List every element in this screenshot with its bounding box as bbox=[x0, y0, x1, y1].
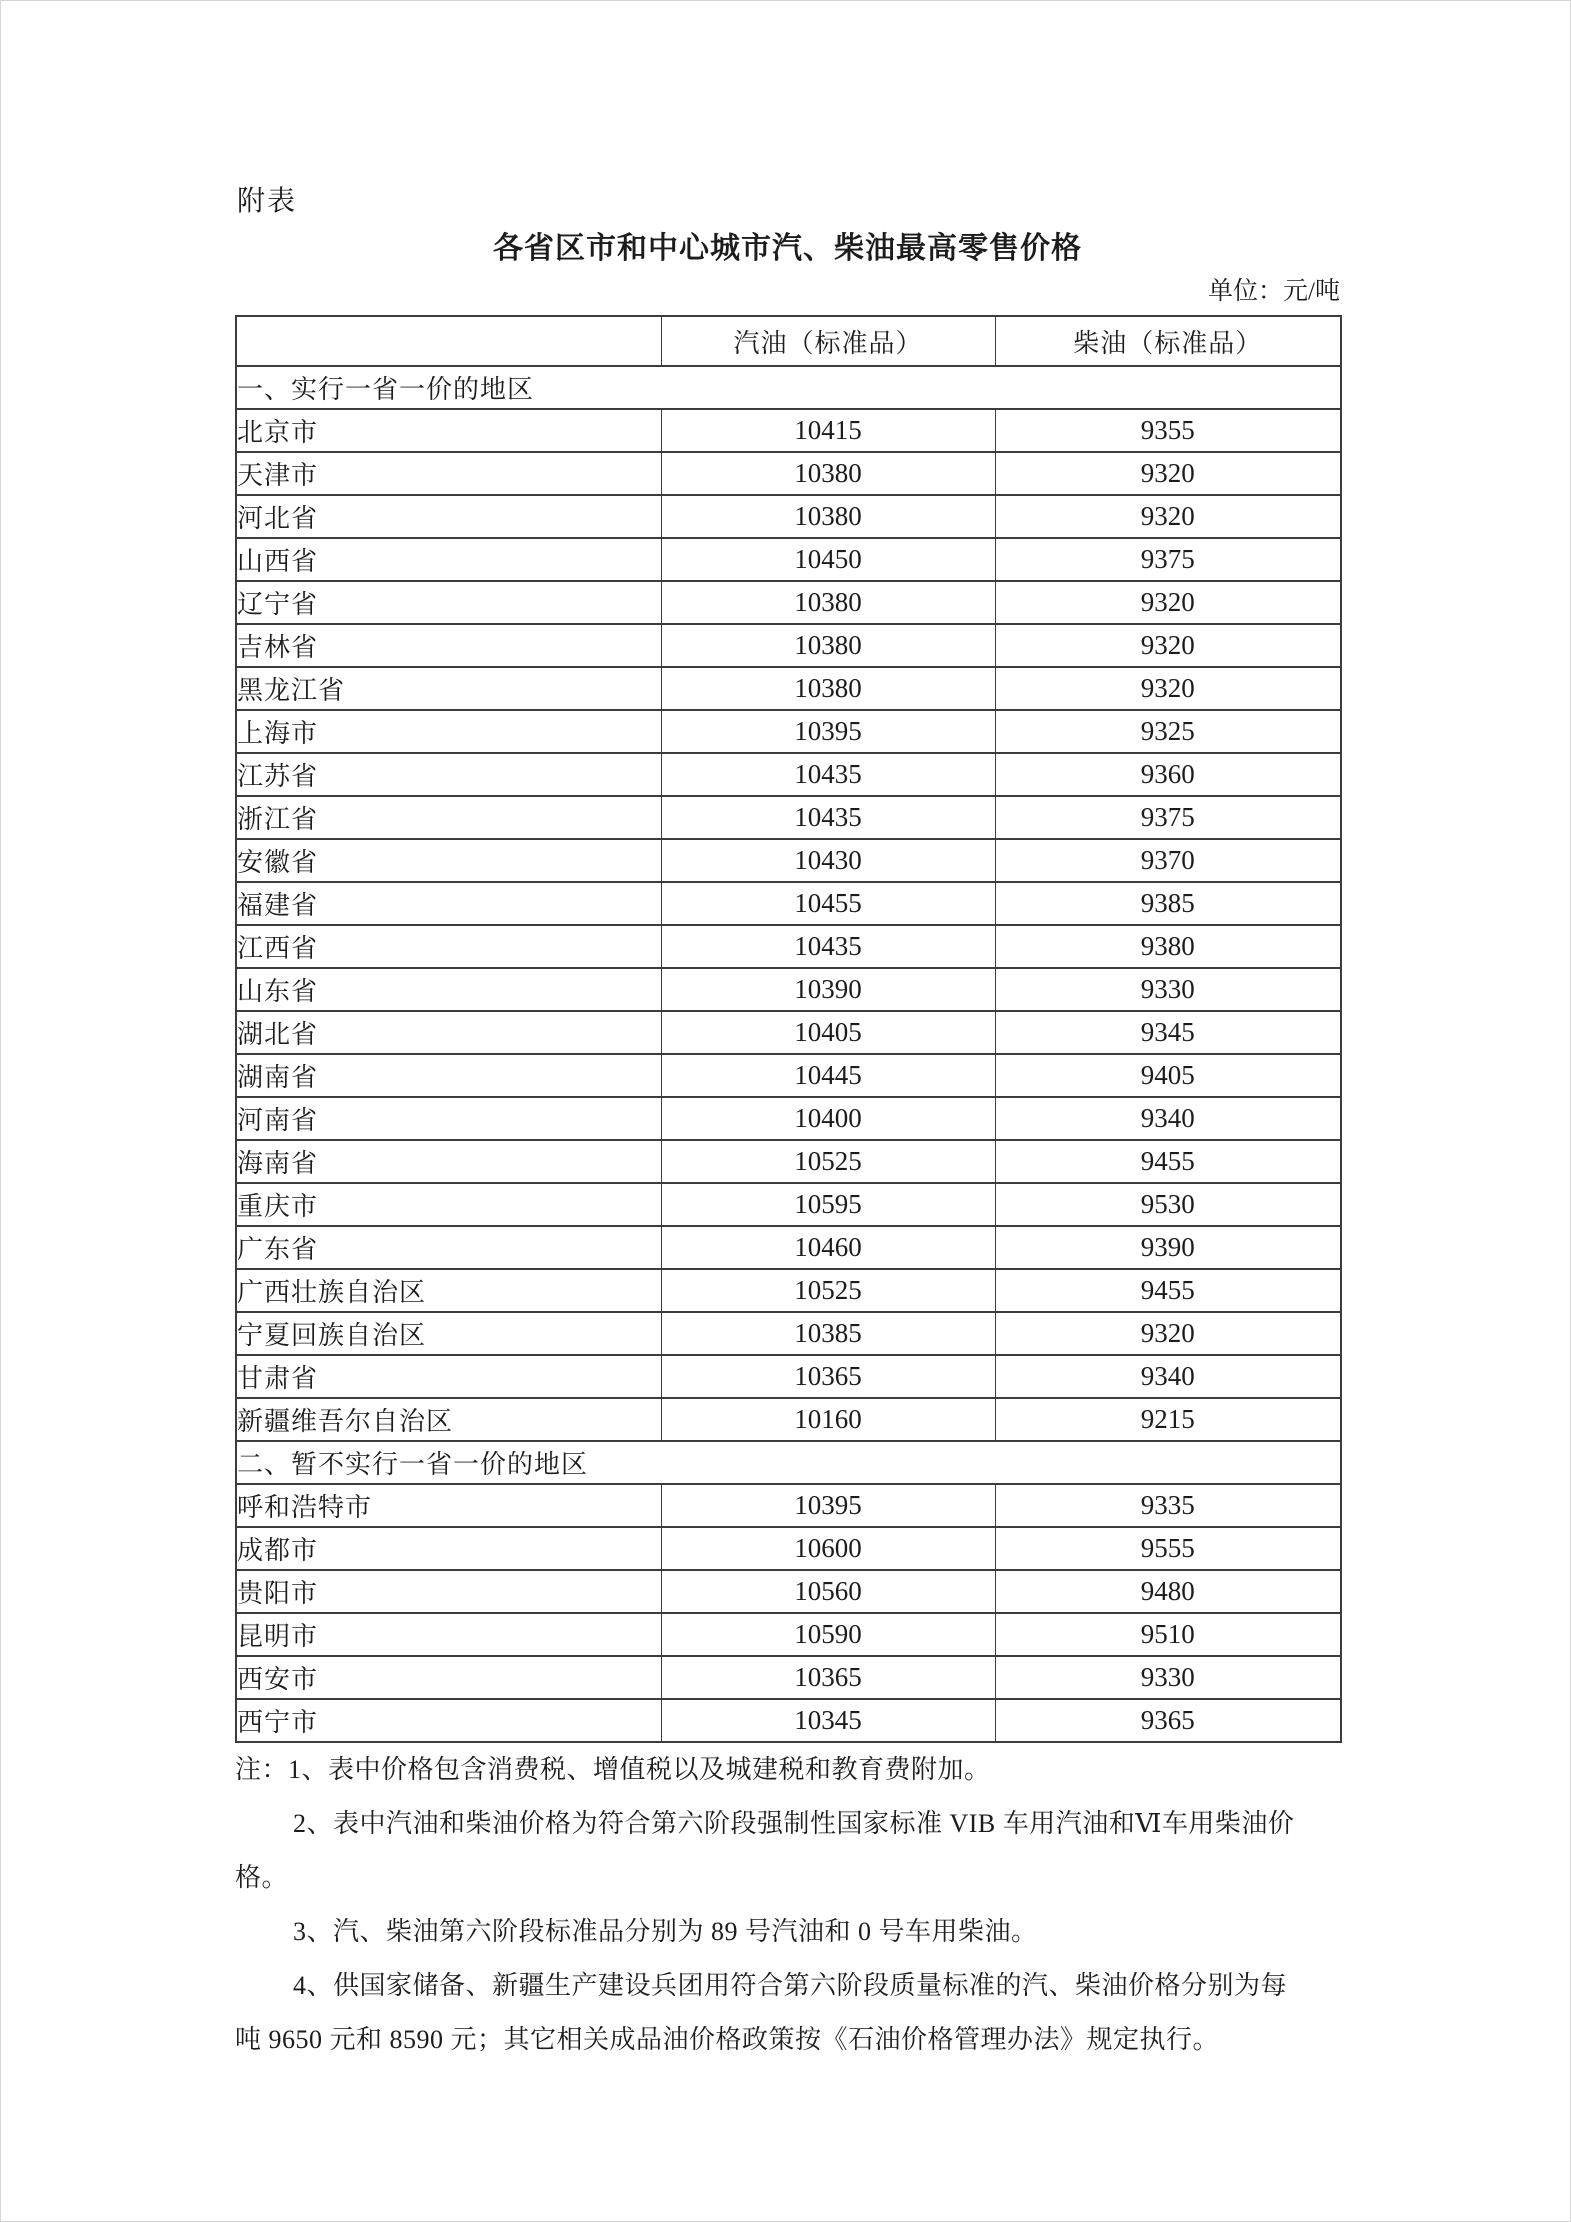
region-name-cell: 辽宁省 bbox=[236, 581, 661, 624]
region-name-cell: 呼和浩特市 bbox=[236, 1484, 661, 1527]
table-row bbox=[236, 409, 1341, 452]
price-table-body bbox=[236, 366, 1341, 1742]
gasoline-price-cell: 10380 bbox=[661, 581, 995, 624]
gasoline-price-cell: 10365 bbox=[661, 1355, 995, 1398]
region-name-cell: 成都市 bbox=[236, 1527, 661, 1570]
table-row bbox=[236, 452, 1341, 495]
region-name-cell: 北京市 bbox=[236, 409, 661, 452]
region-name-cell: 江西省 bbox=[236, 925, 661, 968]
gasoline-price-cell: 10380 bbox=[661, 495, 995, 538]
diesel-price-cell: 9375 bbox=[995, 796, 1341, 839]
region-name-cell: 广东省 bbox=[236, 1226, 661, 1269]
diesel-price-cell: 9340 bbox=[995, 1097, 1341, 1140]
table-row bbox=[236, 925, 1341, 968]
diesel-price-cell: 9405 bbox=[995, 1054, 1341, 1097]
diesel-price-cell: 9355 bbox=[995, 409, 1341, 452]
table-row bbox=[236, 796, 1341, 839]
gasoline-column-header: 汽油（标准品） bbox=[661, 316, 995, 366]
region-name-cell: 浙江省 bbox=[236, 796, 661, 839]
diesel-price-cell: 9360 bbox=[995, 753, 1341, 796]
header-row bbox=[236, 316, 1341, 366]
region-name-cell: 海南省 bbox=[236, 1140, 661, 1183]
diesel-price-cell: 9330 bbox=[995, 1656, 1341, 1699]
diesel-price-cell: 9455 bbox=[995, 1140, 1341, 1183]
table-row bbox=[236, 1140, 1341, 1183]
gasoline-price-cell: 10450 bbox=[661, 538, 995, 581]
region-name-cell: 新疆维吾尔自治区 bbox=[236, 1398, 661, 1441]
table-row bbox=[236, 538, 1341, 581]
diesel-price-cell: 9385 bbox=[995, 882, 1341, 925]
gasoline-price-cell: 10395 bbox=[661, 710, 995, 753]
gasoline-price-cell: 10525 bbox=[661, 1269, 995, 1312]
gasoline-price-cell: 10460 bbox=[661, 1226, 995, 1269]
region-name-cell: 上海市 bbox=[236, 710, 661, 753]
gasoline-price-cell: 10380 bbox=[661, 667, 995, 710]
table-row bbox=[236, 1183, 1341, 1226]
gasoline-price-cell: 10345 bbox=[661, 1699, 995, 1742]
region-name-cell: 湖南省 bbox=[236, 1054, 661, 1097]
table-row bbox=[236, 667, 1341, 710]
price-table-header bbox=[236, 316, 1341, 366]
table-row bbox=[236, 1484, 1341, 1527]
region-name-cell: 昆明市 bbox=[236, 1613, 661, 1656]
diesel-price-cell: 9555 bbox=[995, 1527, 1341, 1570]
table-row bbox=[236, 1054, 1341, 1097]
diesel-price-cell: 9320 bbox=[995, 667, 1341, 710]
table-row bbox=[236, 1269, 1341, 1312]
note-line: 格。 bbox=[235, 1863, 289, 1892]
section-header-label: 一、实行一省一价的地区 bbox=[236, 366, 1341, 409]
region-name-cell: 江苏省 bbox=[236, 753, 661, 796]
diesel-price-cell: 9340 bbox=[995, 1355, 1341, 1398]
section-header-row bbox=[236, 1441, 1341, 1484]
region-name-cell: 河南省 bbox=[236, 1097, 661, 1140]
table-row bbox=[236, 882, 1341, 925]
region-name-cell: 安徽省 bbox=[236, 839, 661, 882]
gasoline-price-cell: 10415 bbox=[661, 409, 995, 452]
region-name-cell: 黑龙江省 bbox=[236, 667, 661, 710]
diesel-price-cell: 9320 bbox=[995, 1312, 1341, 1355]
unit-label: 单位：元/吨 bbox=[1208, 278, 1340, 305]
region-name-cell: 山东省 bbox=[236, 968, 661, 1011]
gasoline-price-cell: 10400 bbox=[661, 1097, 995, 1140]
diesel-price-cell: 9365 bbox=[995, 1699, 1341, 1742]
table-row bbox=[236, 1699, 1341, 1742]
region-name-cell: 甘肃省 bbox=[236, 1355, 661, 1398]
diesel-price-cell: 9335 bbox=[995, 1484, 1341, 1527]
table-row bbox=[236, 1613, 1341, 1656]
table-row bbox=[236, 968, 1341, 1011]
diesel-price-cell: 9320 bbox=[995, 495, 1341, 538]
diesel-column-header: 柴油（标准品） bbox=[995, 316, 1341, 366]
table-row bbox=[236, 495, 1341, 538]
gasoline-price-cell: 10590 bbox=[661, 1613, 995, 1656]
table-row bbox=[236, 581, 1341, 624]
gasoline-price-cell: 10365 bbox=[661, 1656, 995, 1699]
diesel-price-cell: 9480 bbox=[995, 1570, 1341, 1613]
table-row bbox=[236, 1656, 1341, 1699]
table-row bbox=[236, 839, 1341, 882]
table-row bbox=[236, 710, 1341, 753]
region-name-cell: 西宁市 bbox=[236, 1699, 661, 1742]
gasoline-price-cell: 10435 bbox=[661, 753, 995, 796]
table-row bbox=[236, 1312, 1341, 1355]
region-name-cell: 山西省 bbox=[236, 538, 661, 581]
gasoline-price-cell: 10160 bbox=[661, 1398, 995, 1441]
gasoline-price-cell: 10435 bbox=[661, 796, 995, 839]
table-row bbox=[236, 1570, 1341, 1613]
gasoline-price-cell: 10385 bbox=[661, 1312, 995, 1355]
gasoline-price-cell: 10380 bbox=[661, 452, 995, 495]
gasoline-price-cell: 10405 bbox=[661, 1011, 995, 1054]
gasoline-price-cell: 10560 bbox=[661, 1570, 995, 1613]
region-name-cell: 西安市 bbox=[236, 1656, 661, 1699]
diesel-price-cell: 9330 bbox=[995, 968, 1341, 1011]
diesel-price-cell: 9390 bbox=[995, 1226, 1341, 1269]
corner-header-cell bbox=[236, 316, 661, 366]
table-row bbox=[236, 1527, 1341, 1570]
diesel-price-cell: 9320 bbox=[995, 624, 1341, 667]
note-line: 注：1、表中价格包含消费税、增值税以及城建税和教育费附加。 bbox=[235, 1755, 991, 1784]
region-name-cell: 湖北省 bbox=[236, 1011, 661, 1054]
note-line: 4、供国家储备、新疆生产建设兵团用符合第六阶段质量标准的汽、柴油价格分别为每 bbox=[293, 1971, 1288, 2000]
region-name-cell: 宁夏回族自治区 bbox=[236, 1312, 661, 1355]
gasoline-price-cell: 10600 bbox=[661, 1527, 995, 1570]
gasoline-price-cell: 10380 bbox=[661, 624, 995, 667]
page-title: 各省区市和中心城市汽、柴油最高零售价格 bbox=[493, 232, 1082, 265]
region-name-cell: 吉林省 bbox=[236, 624, 661, 667]
region-name-cell: 重庆市 bbox=[236, 1183, 661, 1226]
table-row bbox=[236, 1355, 1341, 1398]
note-line: 2、表中汽油和柴油价格为符合第六阶段强制性国家标准 VIB 车用汽油和Ⅵ车用柴油价 bbox=[293, 1809, 1295, 1838]
diesel-price-cell: 9320 bbox=[995, 452, 1341, 495]
gasoline-price-cell: 10445 bbox=[661, 1054, 995, 1097]
diesel-price-cell: 9380 bbox=[995, 925, 1341, 968]
region-name-cell: 河北省 bbox=[236, 495, 661, 538]
gasoline-price-cell: 10430 bbox=[661, 839, 995, 882]
diesel-price-cell: 9215 bbox=[995, 1398, 1341, 1441]
table-row bbox=[236, 1097, 1341, 1140]
region-name-cell: 福建省 bbox=[236, 882, 661, 925]
table-row bbox=[236, 1398, 1341, 1441]
gasoline-price-cell: 10435 bbox=[661, 925, 995, 968]
table-row bbox=[236, 624, 1341, 667]
gasoline-price-cell: 10395 bbox=[661, 1484, 995, 1527]
table-row bbox=[236, 1226, 1341, 1269]
diesel-price-cell: 9345 bbox=[995, 1011, 1341, 1054]
diesel-price-cell: 9455 bbox=[995, 1269, 1341, 1312]
diesel-price-cell: 9325 bbox=[995, 710, 1341, 753]
diesel-price-cell: 9530 bbox=[995, 1183, 1341, 1226]
diesel-price-cell: 9375 bbox=[995, 538, 1341, 581]
price-table bbox=[235, 315, 1342, 1743]
gasoline-price-cell: 10390 bbox=[661, 968, 995, 1011]
diesel-price-cell: 9370 bbox=[995, 839, 1341, 882]
note-line: 吨 9650 元和 8590 元；其它相关成品油价格政策按《石油价格管理办法》规定执行。 bbox=[235, 2025, 1220, 2054]
section-header-row bbox=[236, 366, 1341, 409]
annex-label: 附表 bbox=[237, 186, 298, 217]
region-name-cell: 广西壮族自治区 bbox=[236, 1269, 661, 1312]
diesel-price-cell: 9320 bbox=[995, 581, 1341, 624]
gasoline-price-cell: 10525 bbox=[661, 1140, 995, 1183]
table-row bbox=[236, 1011, 1341, 1054]
gasoline-price-cell: 10455 bbox=[661, 882, 995, 925]
note-line: 3、汽、柴油第六阶段标准品分别为 89 号汽油和 0 号车用柴油。 bbox=[293, 1917, 1038, 1946]
gasoline-price-cell: 10595 bbox=[661, 1183, 995, 1226]
notes-block bbox=[235, 1743, 1445, 2067]
section-header-label: 二、暂不实行一省一价的地区 bbox=[236, 1441, 1341, 1484]
table-row bbox=[236, 753, 1341, 796]
diesel-price-cell: 9510 bbox=[995, 1613, 1341, 1656]
region-name-cell: 天津市 bbox=[236, 452, 661, 495]
region-name-cell: 贵阳市 bbox=[236, 1570, 661, 1613]
